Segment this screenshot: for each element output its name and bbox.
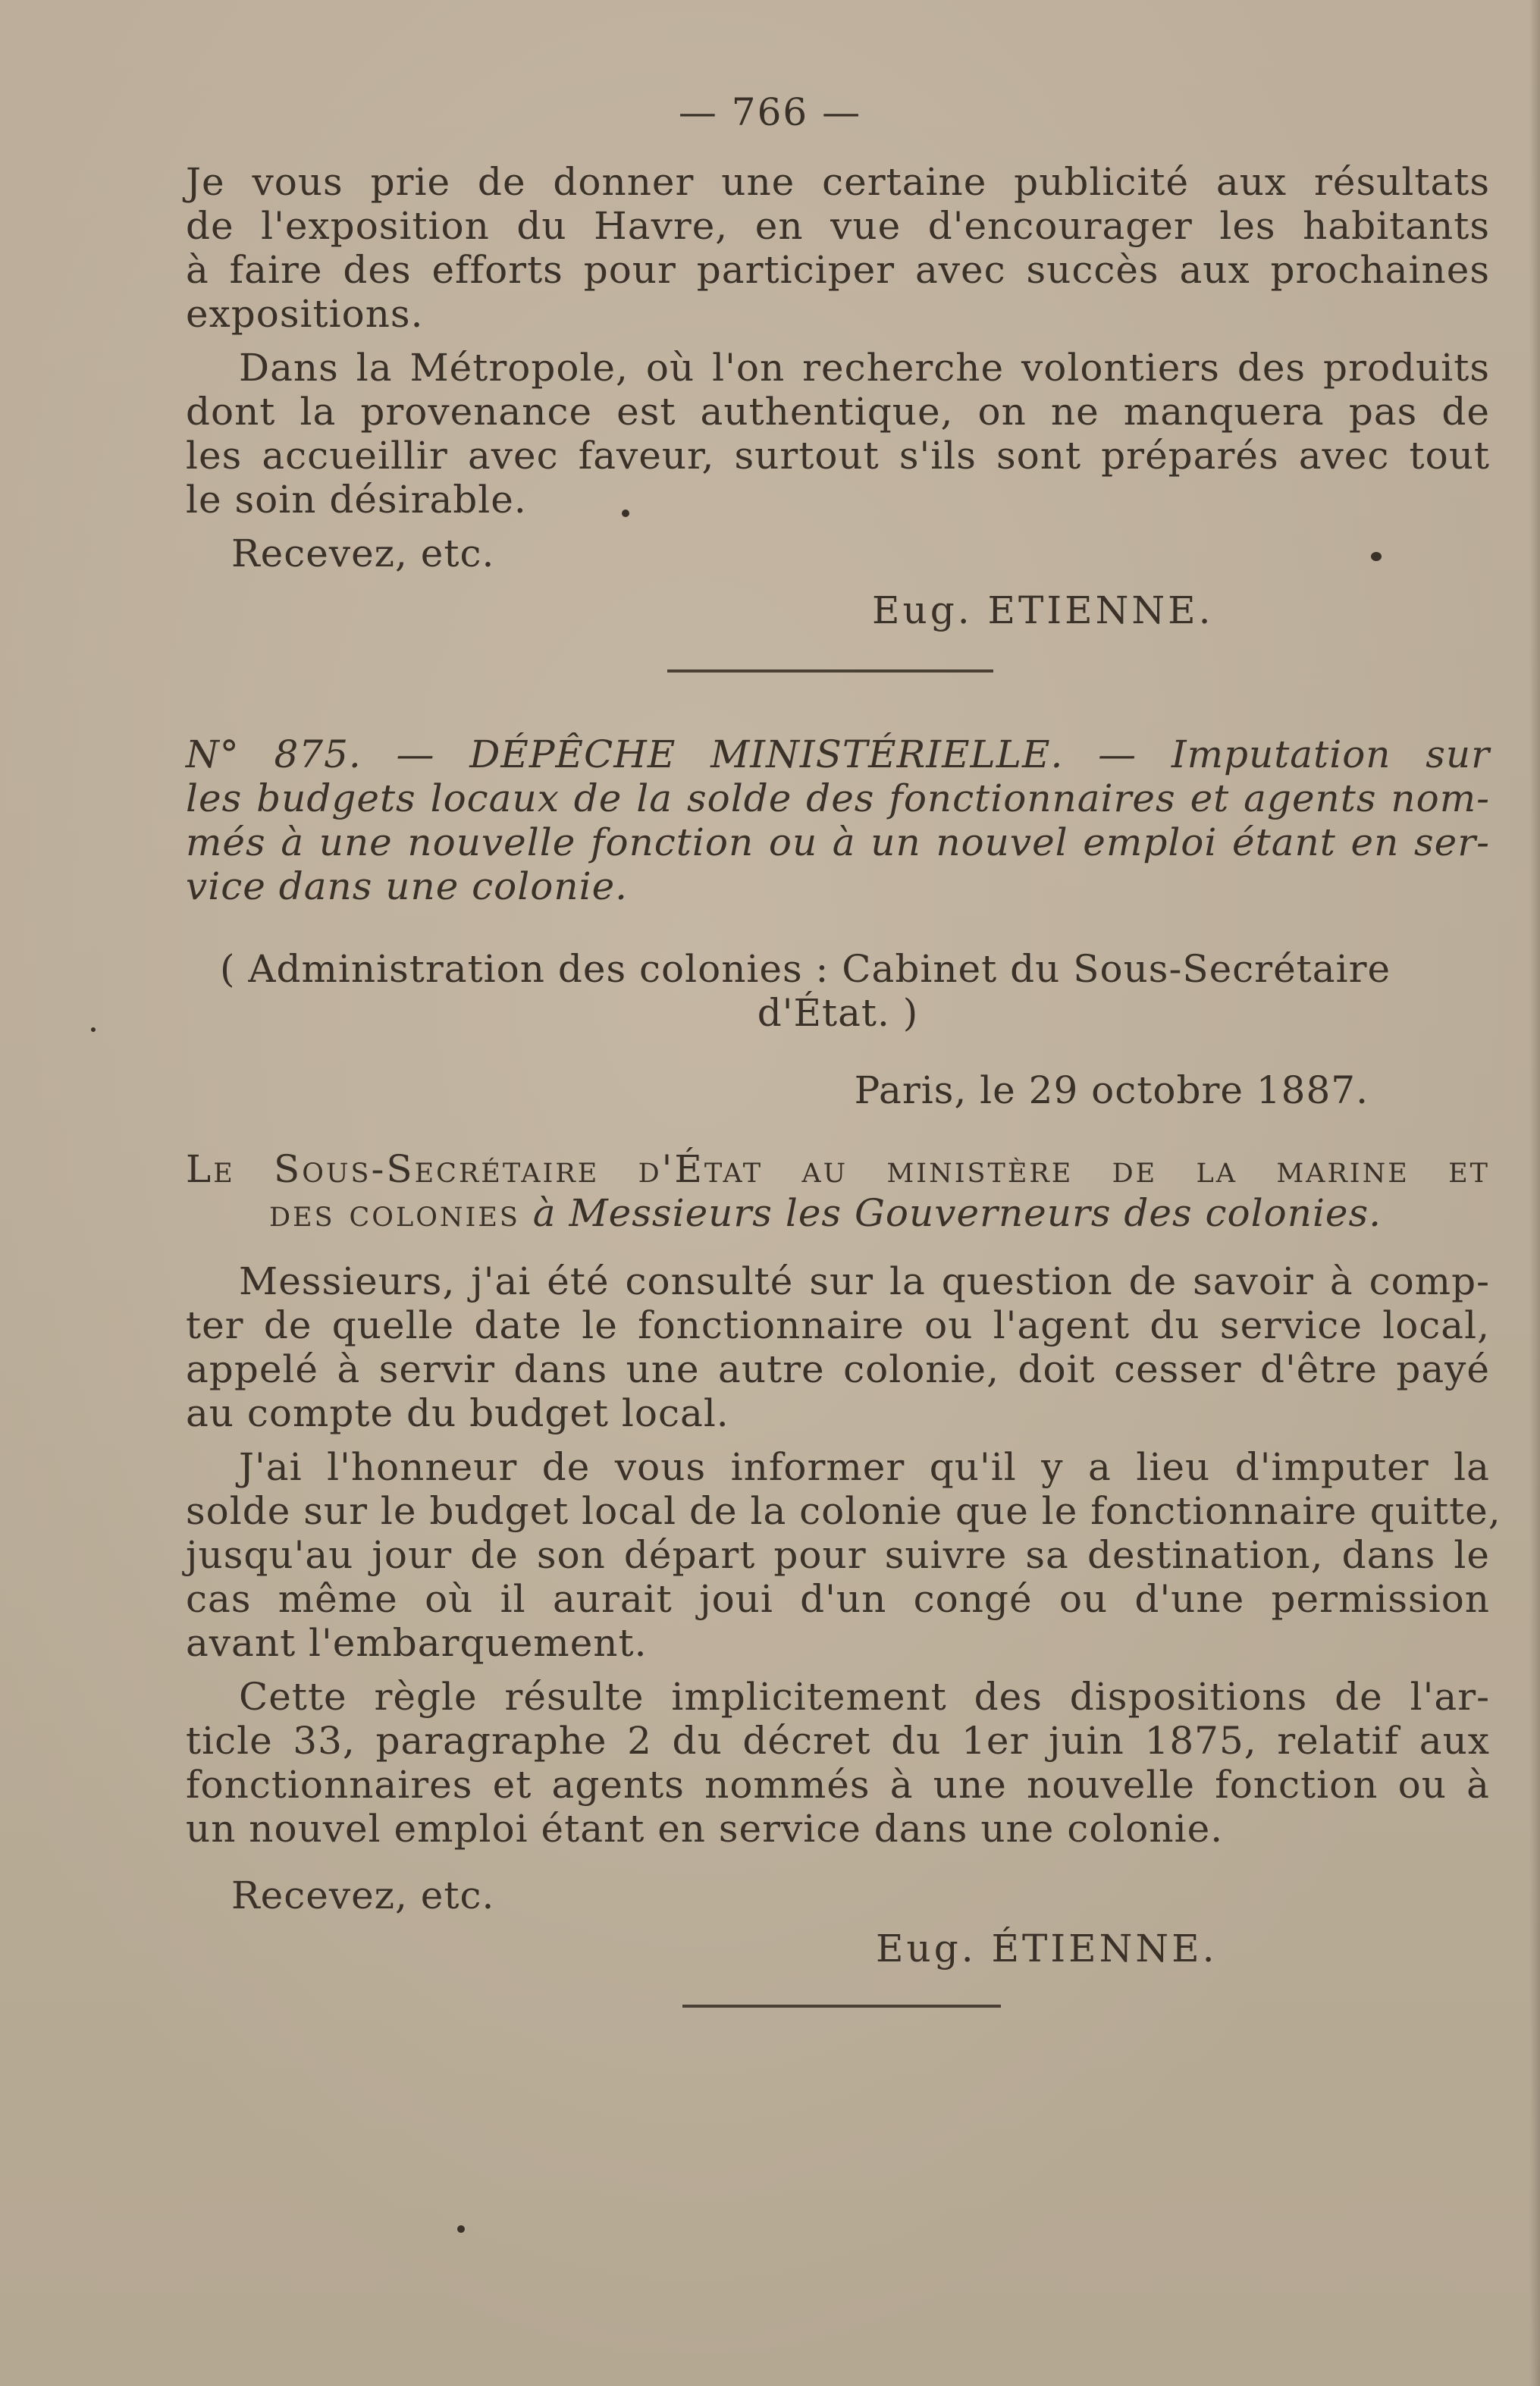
letter1-line-6: dont la provenance est authentique, on ne manquera pas de xyxy=(186,390,1490,434)
dateline-block xyxy=(186,1068,1490,1113)
address-line-2-italic: à Messieurs les Gouverneurs des colonies. xyxy=(532,1191,1382,1235)
separator-rule-2 xyxy=(682,2005,1001,2008)
letter1-line-8: le soin désirable. xyxy=(186,478,527,522)
p3-line-4: un nouvel emploi étant en service dans une colonie. xyxy=(186,1807,1224,1851)
letter1-line-2: de l'exposition du Havre, en vue d'encourager les habitants xyxy=(186,204,1490,248)
letter1-line-4: expositions. xyxy=(186,292,424,336)
letter-body xyxy=(186,1259,1501,1933)
p1-line-1: Messieurs, j'ai été consulté sur la question de savoir à comp- xyxy=(239,1259,1490,1303)
p3-line-3: fonctionnaires et agents nommés à une nouvelle fonction ou à xyxy=(186,1763,1490,1807)
page-number: — 766 — xyxy=(678,90,862,134)
administration-line-2: d'État. ) xyxy=(757,991,919,1035)
address-line-2-prefix: des colonies xyxy=(269,1191,520,1235)
p1-line-2: ter de quelle date le fonctionnaire ou l'agent du service local, xyxy=(186,1303,1490,1347)
ink-speck xyxy=(457,2225,465,2233)
dateline: Paris, le 29 octobre 1887. xyxy=(854,1068,1369,1112)
heading-line-2: les budgets locaux de la solde des fonctionnaires et agents nom- xyxy=(186,776,1490,820)
letter1-line-7: les accueillir avec faveur, surtout s'ils sont préparés avec tout xyxy=(186,434,1490,478)
letter1-line-1: Je vous prie de donner une certaine publicité aux résultats xyxy=(186,160,1490,204)
letter1-line-5: Dans la Métropole, où l'on recherche volontiers des produits xyxy=(239,346,1490,390)
page-edge-shadow xyxy=(1529,0,1540,2386)
letter1-signature: Eug. ETIENNE. xyxy=(872,588,1214,632)
address-block xyxy=(186,1146,1490,1245)
ink-speck xyxy=(1371,552,1382,561)
p2-line-4: cas même où il aurait joui d'un congé ou d'une permission xyxy=(186,1577,1490,1621)
heading-line-4: vice dans une colonie. xyxy=(186,864,629,908)
ink-speck xyxy=(91,1027,96,1032)
p3-line-1: Cette règle résulte implicitement des dispositions de l'ar- xyxy=(239,1675,1490,1719)
p2-line-5: avant l'embarquement. xyxy=(186,1621,648,1665)
separator-rule-1 xyxy=(667,669,993,673)
p3-line-2: ticle 33, paragraphe 2 du décret du 1er juin 1875, relatif aux xyxy=(186,1719,1490,1763)
p2-line-2: solde sur le budget local de la colonie que le fonctionnaire quitte, xyxy=(186,1489,1501,1533)
letter-continuation xyxy=(186,159,1490,660)
letter2-closing: Recevez, etc. xyxy=(231,1873,495,1917)
address-line-1: Le Sous-Secrétaire d'État au ministère de la marine et xyxy=(186,1147,1490,1191)
address-line-2 xyxy=(269,1190,1490,1236)
letter1-line-3: à faire des efforts pour participer avec succès aux prochaines xyxy=(186,248,1490,292)
heading-line-3: més à une nouvelle fonction ou à un nouvel emploi étant en ser- xyxy=(186,820,1490,864)
letter1-closing: Recevez, etc. xyxy=(231,531,495,575)
p2-line-1: J'ai l'honneur de vous informer qu'il y a lieu d'imputer la xyxy=(239,1445,1490,1489)
p1-line-3: appelé à servir dans une autre colonie, doit cesser d'être payé xyxy=(186,1347,1490,1391)
dispatch-heading xyxy=(186,732,1490,914)
letter2-signature: Eug. ÉTIENNE. xyxy=(876,1927,1218,1971)
ink-speck xyxy=(622,509,629,517)
letter2-signature-block xyxy=(186,1926,1490,1971)
administration-line-1: ( Administration des colonies : Cabinet du Sous-Secrétaire xyxy=(220,947,1391,991)
p2-line-3: jusqu'au jour de son départ pour suivre sa destination, dans le xyxy=(186,1533,1490,1577)
heading-line-1: N° 875. — DÉPÊCHE MINISTÉRIELLE. — Imputation sur xyxy=(186,732,1490,776)
p1-line-4: au compte du budget local. xyxy=(186,1391,729,1435)
administration-note xyxy=(186,946,1490,1045)
